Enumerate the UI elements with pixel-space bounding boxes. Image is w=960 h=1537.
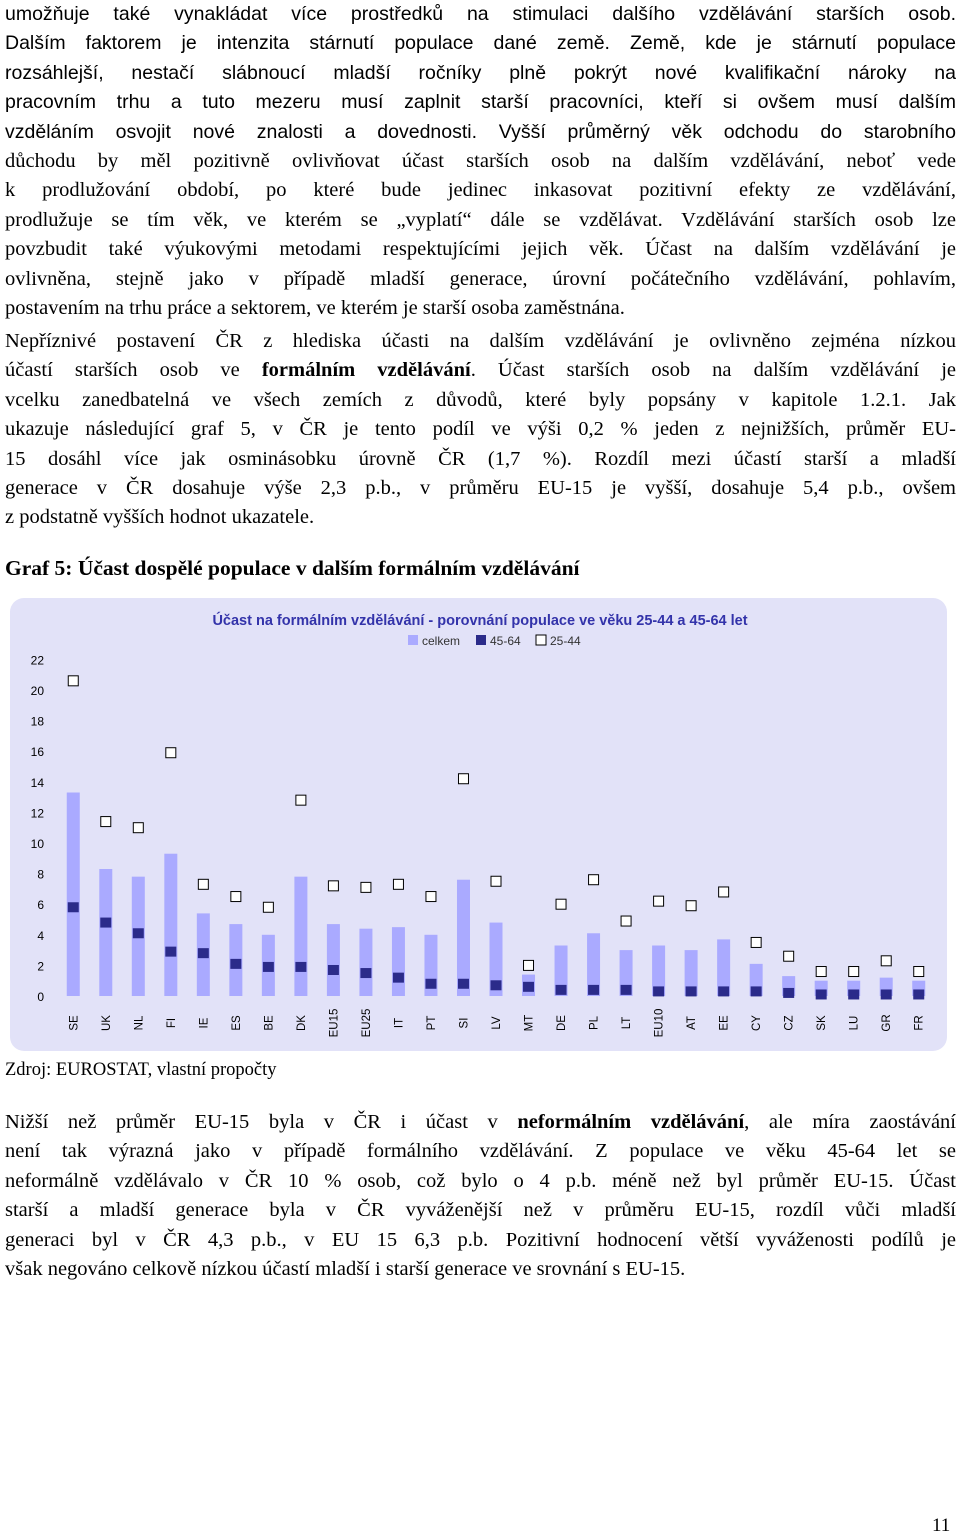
- marker-25-44: [491, 876, 501, 886]
- marker-25-44: [393, 879, 403, 889]
- p1-line-10: ovlivněna, stejně jako v případě mladší generace, úrovní počátečního vzdělávání, pohlavím,: [5, 267, 956, 290]
- bar-celkem: [99, 869, 112, 996]
- marker-25-44: [198, 879, 208, 889]
- p1-line-6: důchodu by měl pozitivně ovlivňovat účast starších osob na dalším vzdělávání, neboť vede: [5, 150, 956, 173]
- y-tick-label: 18: [30, 714, 44, 729]
- bar-celkem: [67, 793, 80, 996]
- x-tick-label: EU25: [360, 1008, 373, 1038]
- y-tick-label: 10: [30, 837, 44, 851]
- x-tick-label: CY: [751, 1015, 764, 1031]
- marker-25-44: [556, 899, 566, 909]
- marker-45-64: [816, 989, 827, 999]
- marker-25-44: [751, 937, 761, 947]
- marker-45-64: [458, 979, 469, 989]
- marker-45-64: [295, 962, 306, 972]
- marker-25-44: [784, 951, 794, 961]
- x-tick-label: LU: [848, 1015, 861, 1031]
- marker-45-64: [588, 985, 599, 995]
- marker-25-44: [328, 881, 338, 891]
- x-tick-label: CZ: [783, 1015, 796, 1031]
- p3-line-2: není tak výrazná jako v případě formálního vzdělávání. Z populace ve věku 45-64 let se: [5, 1140, 956, 1163]
- marker-25-44: [263, 902, 273, 912]
- marker-45-64: [848, 989, 859, 999]
- marker-25-44: [589, 875, 599, 885]
- y-tick-label: 12: [30, 806, 44, 821]
- marker-45-64: [881, 989, 892, 999]
- marker-45-64: [68, 902, 79, 912]
- paragraph-2: [5, 327, 956, 533]
- marker-25-44: [231, 892, 241, 902]
- p3-line-4: starší a mladší generace byla v ČR vyváženější než v průměru EU-15, rozdíl vůči mladší: [5, 1199, 956, 1222]
- marker-45-64: [686, 986, 697, 996]
- p3-line-3: neformálně vzdělávalo v ČR 10 % osob, což bylo o 4 p.b. méně než byl průměr EU-15. Účast: [5, 1169, 956, 1192]
- x-tick-label: EE: [718, 1015, 731, 1031]
- page-number: 11: [932, 1515, 951, 1536]
- marker-25-44: [458, 774, 468, 784]
- marker-45-64: [783, 988, 794, 998]
- marker-25-44: [426, 892, 436, 902]
- marker-45-64: [198, 948, 209, 958]
- marker-25-44: [914, 967, 924, 977]
- bar-celkem: [392, 927, 405, 996]
- p3-line-1: Nižší než průměr EU-15 byla v ČR i účast v neformálním vzdělávání, ale míra zaostávání: [5, 1111, 956, 1133]
- y-tick-label: 8: [37, 867, 44, 882]
- y-tick-label: 4: [37, 928, 44, 943]
- marker-45-64: [653, 986, 664, 996]
- x-tick-label: SI: [458, 1017, 471, 1029]
- marker-25-44: [816, 967, 826, 977]
- x-tick-label: DK: [295, 1015, 308, 1031]
- marker-45-64: [491, 980, 502, 990]
- x-tick-label: GR: [881, 1014, 894, 1032]
- x-tick-label: DE: [556, 1015, 569, 1031]
- marker-45-64: [328, 965, 339, 975]
- bar-celkem: [327, 924, 340, 996]
- marker-45-64: [393, 973, 404, 983]
- chart-background: [10, 598, 947, 1051]
- marker-45-64: [100, 918, 111, 928]
- bar-celkem: [294, 877, 307, 996]
- p1-line-3: rozsáhlejší, nestačí slábnoucí mladší ročníky plně pokrýt nové kvalifikační nároky na: [5, 61, 956, 84]
- marker-25-44: [719, 887, 729, 897]
- nonformal-education-term: neformálním vzdělávání: [517, 1111, 745, 1133]
- marker-45-64: [718, 986, 729, 996]
- paragraph-1: [5, 0, 956, 323]
- x-tick-label: FR: [913, 1015, 926, 1031]
- legend-label: celkem: [422, 634, 461, 648]
- marker-45-64: [751, 986, 762, 996]
- legend-swatch: [536, 635, 546, 645]
- x-tick-label: PL: [588, 1015, 601, 1031]
- marker-25-44: [296, 795, 306, 805]
- marker-25-44: [166, 748, 176, 758]
- marker-45-64: [556, 985, 567, 995]
- marker-45-64: [425, 979, 436, 989]
- marker-45-64: [360, 968, 371, 978]
- bar-celkem: [359, 929, 372, 996]
- y-tick-label: 2: [37, 959, 44, 974]
- chart-title: Účast na formálním vzdělávání - porovnání populace ve věku 25-44 a 45-64 let: [212, 613, 748, 629]
- p2-line-6: generace v ČR dosahuje výše 2,3 p.b., v průměru EU-15 je vyšší, dosahuje 5,4 p.b., ovšem: [5, 477, 956, 500]
- p2-line-7: z podstatně vyšších hodnot ukazatele.: [5, 506, 315, 529]
- bar-celkem: [164, 854, 177, 996]
- x-tick-label: LV: [491, 1016, 503, 1030]
- bar-celkem: [457, 880, 470, 996]
- p2-line-3: vcelku zanedbatelná ve všech zemích z důvodů, které byly popsány v kapitole 1.2.1. Jak: [5, 388, 956, 411]
- p3-line-5: generaci byl v ČR 4,3 p.b., v EU 15 6,3 p.b. Pozitivní hodnocení větší vyváženosti podílů je: [5, 1228, 956, 1251]
- p1-line-7: k prodlužování období, po které bude jedinec inkasovat pozitivní efekty ze vzdělávání,: [5, 179, 956, 202]
- y-tick-label: 20: [30, 684, 44, 698]
- x-tick-label: PT: [425, 1015, 438, 1031]
- y-tick-label: 16: [30, 745, 44, 760]
- marker-25-44: [524, 960, 534, 970]
- marker-25-44: [133, 823, 143, 833]
- p1-line-4: pracovním trhu a tuto mezeru musí zaplnit starší pracovníci, kteří si ovšem musí dalším: [5, 91, 956, 114]
- p2-line-1: Nepříznivé postavení ČR z hlediska účasti na dalším vzdělávání je ovlivněno zejména nízkou: [5, 330, 956, 352]
- x-tick-label: IT: [393, 1017, 406, 1029]
- x-tick-label: BE: [263, 1015, 276, 1031]
- x-tick-label: UK: [100, 1015, 113, 1031]
- marker-45-64: [263, 962, 274, 972]
- x-tick-label: FI: [165, 1017, 178, 1029]
- x-tick-label: SE: [68, 1015, 81, 1031]
- x-tick-label: EU10: [653, 1008, 666, 1038]
- marker-45-64: [133, 928, 144, 938]
- marker-25-44: [654, 896, 664, 906]
- legend-swatch: [408, 635, 418, 645]
- marker-45-64: [165, 947, 176, 957]
- y-tick-label: 0: [37, 990, 44, 1004]
- p1-line-11: postavením na trhu práce a sektorem, ve kterém je starší osoba zaměstnána.: [5, 297, 625, 320]
- figure-caption: Graf 5: Účast dospělé populace v dalším formálním vzdělávání: [5, 556, 580, 580]
- marker-25-44: [849, 967, 859, 977]
- y-tick-label: 6: [37, 898, 44, 913]
- formal-education-term: formálním vzdělávání: [261, 359, 471, 382]
- p2-line-5: 15 dosáhl více jak osminásobku úrovně ČR (1,7 %). Rozdíl mezi účastí starší a mladší: [5, 447, 956, 470]
- p3-line-6: však negováno celkově nízkou účastí mladší i starší generace ve srovnání s EU-15.: [5, 1258, 686, 1281]
- y-tick-label: 22: [30, 653, 44, 668]
- legend-label: 45-64: [490, 634, 521, 648]
- x-tick-label: EU15: [328, 1008, 341, 1038]
- p1-line-5: vzděláním osvojit nové znalosti a dovednosti. Vyšší průměrný věk odchodu do starobního: [5, 120, 956, 143]
- p2-line-2: účastí starších osob ve formálním vzdělávání. Účast starších osob na dalším vzdělávání je: [5, 359, 956, 382]
- p1-line-2: Dalším faktorem je intenzita stárnutí populace dané země. Země, kde je stárnutí populace: [5, 32, 956, 55]
- source-note: Zdroj: EUROSTAT, vlastní propočty: [5, 1060, 277, 1080]
- p1-line-1: umožňuje také vynakládat více prostředků na stimulaci dalšího vzdělávání starších osob.: [5, 3, 956, 25]
- participation-chart: [10, 598, 950, 1054]
- x-tick-label: SK: [816, 1015, 829, 1031]
- p1-line-9: povzbudit také výukovými metodami respektujícími jejich věk. Účast na dalším vzdělávání je: [5, 238, 956, 261]
- marker-25-44: [686, 901, 696, 911]
- marker-25-44: [881, 956, 891, 966]
- p2-line-4: ukazuje následující graf 5, v ČR je tento podíl ve výši 0,2 % jeden z nejnižších, průměr EU-: [5, 418, 956, 441]
- legend-label: 25-44: [550, 634, 581, 648]
- x-tick-label: LT: [621, 1016, 634, 1030]
- marker-25-44: [101, 817, 111, 827]
- paragraph-3: [5, 1108, 956, 1284]
- marker-25-44: [68, 676, 78, 686]
- p1-line-8: prodlužuje se tím věk, ve kterém se „vyplatí“ dále se vzdělávat. Vzdělávání starších osob lze: [5, 208, 956, 231]
- marker-45-64: [621, 985, 632, 995]
- x-tick-label: NL: [133, 1015, 146, 1031]
- marker-45-64: [913, 989, 924, 999]
- chart-legend: [408, 634, 581, 648]
- x-tick-label: IE: [198, 1017, 211, 1029]
- marker-25-44: [361, 882, 371, 892]
- y-tick-label: 14: [30, 775, 44, 790]
- marker-45-64: [230, 959, 241, 969]
- x-tick-label: MT: [523, 1014, 536, 1032]
- x-tick-label: AT: [686, 1016, 699, 1030]
- marker-25-44: [621, 916, 631, 926]
- legend-swatch: [476, 635, 486, 645]
- x-tick-label: ES: [230, 1015, 243, 1031]
- marker-45-64: [523, 982, 534, 992]
